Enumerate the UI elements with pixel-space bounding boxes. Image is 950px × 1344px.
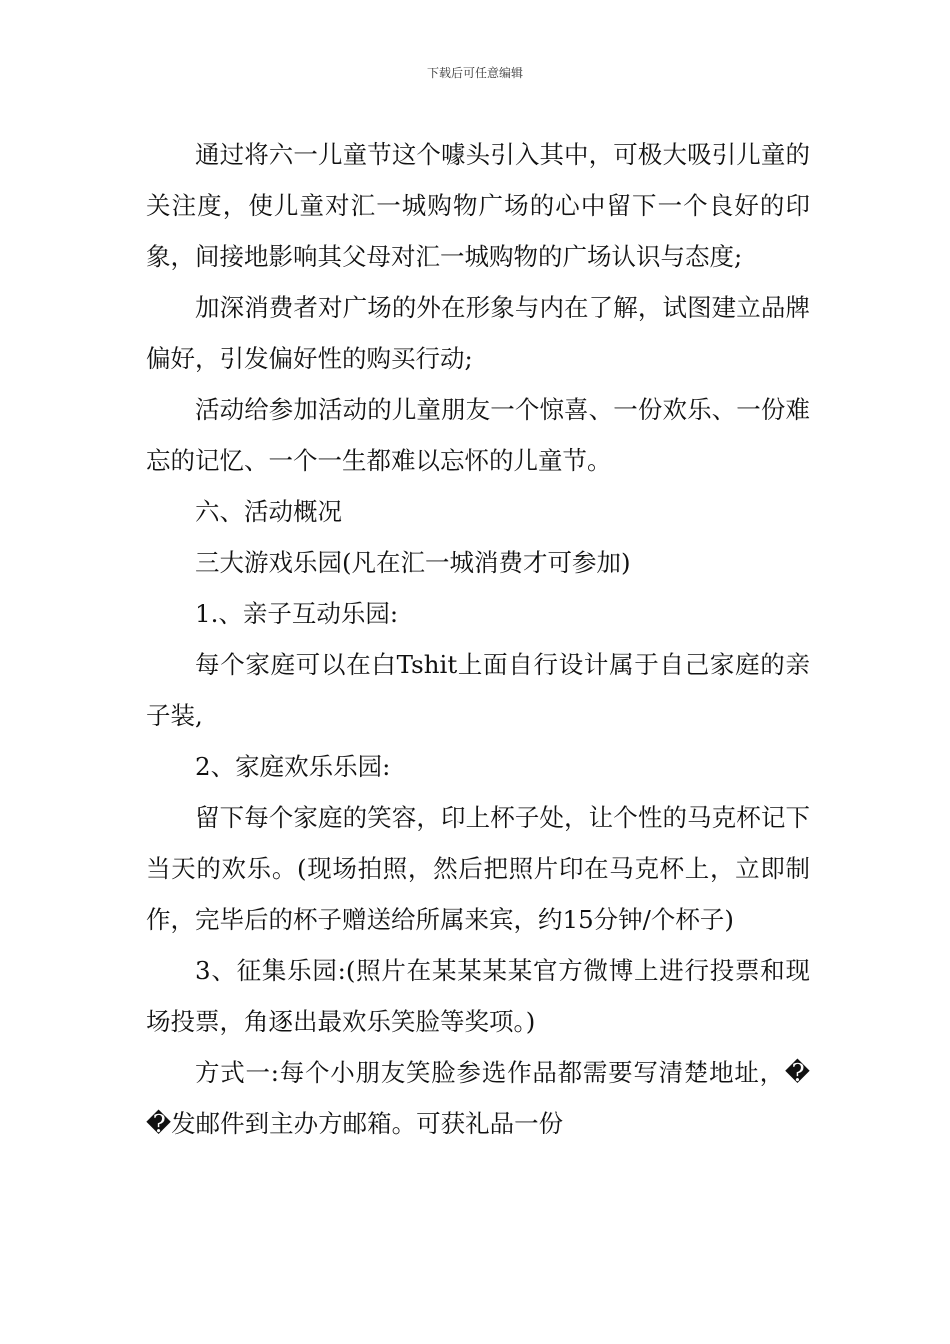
paragraph-method-one: 方式一:每个小朋友笑脸参选作品都需要写清楚地址，��发邮件到主办方邮箱。可获礼品一份: [146, 1058, 810, 1138]
page-header: 下载后可任意编辑: [426, 66, 523, 80]
paragraph-goal-attention: 通过将六一儿童节这个噱头引入其中，可极大吸引儿童的关注度，使儿童对汇一城购物广场的心中留下一个良好的印象，间接地影响其父母对汇一城购物的广场认识与态度;: [146, 140, 810, 271]
list-item-heading-1: 1.、亲子互动乐园:: [195, 599, 399, 628]
list-item-3: 3、征集乐园:(照片在某某某某官方微博上进行投票和现场投票，角逐出最欢乐笑脸等奖项。): [146, 956, 810, 1036]
paragraph-goal-surprise: 活动给参加活动的儿童朋友一个惊喜、一份欢乐、一份难忘的记忆、一个一生都难以忘怀的儿童节。: [146, 395, 810, 475]
paragraph-goal-brand: 加深消费者对广场的外在形象与内在了解，试图建立品牌偏好，引发偏好性的购买行动;: [146, 293, 810, 373]
list-item-heading-2: 2、家庭欢乐乐园:: [195, 752, 391, 781]
list-item-body-1: 每个家庭可以在白Tshit上面自行设计属于自己家庭的亲子装,: [146, 650, 810, 730]
list-item-body-2: 留下每个家庭的笑容，印上杯子处，让个性的马克杯记下当天的欢乐。(现场拍照，然后把照片印在马克杯上，立即制作，完毕后的杯子赠送给所属来宾，约15分钟/个杯子): [146, 803, 810, 934]
document-body: [146, 129, 810, 1149]
section-heading-overview: 六、活动概况: [195, 497, 342, 526]
paragraph-three-parks: 三大游戏乐园(凡在汇一城消费才可参加): [195, 548, 631, 577]
